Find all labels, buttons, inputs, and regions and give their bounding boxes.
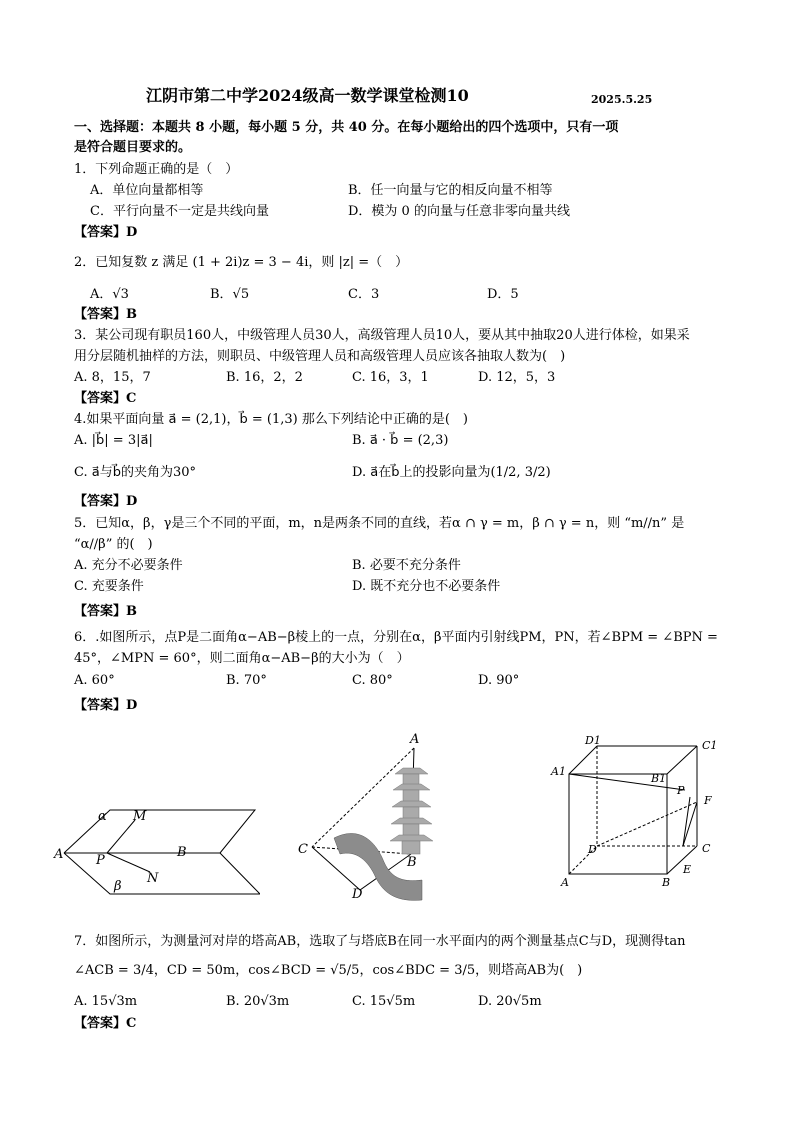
fig3-label-f: F xyxy=(704,794,712,807)
fig2-label-b: B xyxy=(407,855,417,870)
q5-option-d: D. 既不充分也不必要条件 xyxy=(352,579,501,594)
fig3-label-b1: B1 xyxy=(651,772,667,785)
q4-option-a: A. |b⃗| = 3|a⃗| xyxy=(74,433,153,448)
q5-option-b: B. 必要不充分条件 xyxy=(352,558,461,573)
q7-answer: 【答案】C xyxy=(74,1016,137,1031)
q2-option-a: A．√3 xyxy=(90,287,129,302)
q6-answer: 【答案】D xyxy=(74,698,138,713)
q7-option-a: A. 15√3m xyxy=(74,994,138,1009)
section-heading-line2: 是符合题目要求的。 xyxy=(74,140,192,155)
q4-option-c: C. a⃗与b⃗的夹角为30° xyxy=(74,465,197,480)
q3-stem-line2: 用分层随机抽样的方法，则职员、中级管理人员和高级管理人员应该各抽取人数为( ) xyxy=(74,349,566,364)
q1-option-d: D．模为 0 的向量与任意非零向量共线 xyxy=(348,204,570,219)
q6-option-b: B. 70° xyxy=(226,673,267,688)
fig1-label-p: P xyxy=(96,853,105,868)
q3-option-d: D. 12，5，3 xyxy=(478,370,556,385)
q5-option-c: C. 充要条件 xyxy=(74,579,144,594)
q1-answer: 【答案】D xyxy=(74,225,138,240)
q4-option-d: D. a⃗在b⃗上的投影向量为(1/2, 3/2) xyxy=(352,465,551,480)
fig3-label-p: P xyxy=(677,784,685,797)
exam-date: 2025.5.25 xyxy=(591,93,653,106)
q6-option-d: D. 90° xyxy=(478,673,520,688)
page-title: 江阴市第二中学2024级高一数学课堂检测10 xyxy=(146,86,469,105)
q1-option-a: A．单位向量都相等 xyxy=(90,183,204,198)
q3-stem-line1: 3．某公司现有职员160人，中级管理人员30人，高级管理人员10人，要从其中抽取20人进行体检，如果采 xyxy=(74,328,690,343)
q4-option-b: B. a⃗ · b⃗ = (2,3) xyxy=(352,433,449,448)
fig3-label-c: C xyxy=(702,842,711,855)
q7-stem-line1: 7．如图所示，为测量河对岸的塔高AB，选取了与塔底B在同一水平面内的两个测量基点C与D，现测得tan xyxy=(74,934,686,949)
figure-dihedral-angle xyxy=(50,790,260,900)
q1-option-c: C．平行向量不一定是共线向量 xyxy=(90,204,269,219)
q6-stem-line1: 6．.如图所示，点P是二面角α−AB−β棱上的一点，分别在α，β平面内引射线PM，PN，若∠BPM = ∠BPN = xyxy=(74,630,718,645)
pagoda-icon xyxy=(390,768,433,854)
q4-stem: 4.如果平面向量 a⃗ = (2,1)，b⃗ = (1,3) 那么下列结论中正确的是( ) xyxy=(74,412,468,427)
q7-option-d: D. 20√5m xyxy=(478,994,542,1009)
fig2-label-d: D xyxy=(352,887,363,902)
fig1-label-m: M xyxy=(133,809,147,824)
q4-answer: 【答案】D xyxy=(74,494,138,509)
figure-cube xyxy=(545,732,725,892)
figure-tower-river xyxy=(290,730,450,905)
q2-option-b: B．√5 xyxy=(210,287,250,302)
q6-stem-line2: 45°，∠MPN = 60°，则二面角α−AB−β的大小为（ ） xyxy=(74,651,410,666)
q5-option-a: A. 充分不必要条件 xyxy=(74,558,183,573)
q5-stem-line1: 5．已知α，β，γ是三个不同的平面，m，n是两条不同的直线，若α ∩ γ = m，β ∩ γ = n，则 “m//n” 是 xyxy=(74,516,685,531)
q2-option-c: C．3 xyxy=(348,287,380,302)
fig1-label-beta: β xyxy=(114,879,122,894)
fig1-label-a: A xyxy=(54,847,64,862)
fig2-label-a: A xyxy=(410,732,420,747)
fig1-label-n: N xyxy=(147,871,159,886)
q6-option-c: C. 80° xyxy=(352,673,393,688)
q5-answer: 【答案】B xyxy=(74,604,137,619)
section-heading-line1: 一、选择题：本题共 8 小题，每小题 5 分，共 40 分。在每小题给出的四个选项中，只有一项 xyxy=(74,120,619,135)
q3-option-c: C. 16，3，1 xyxy=(352,370,429,385)
fig3-label-d1: D1 xyxy=(585,734,601,747)
q1-option-b: B．任一向量与它的相反向量不相等 xyxy=(348,183,553,198)
fig3-label-b: B xyxy=(662,876,671,889)
fig2-label-c: C xyxy=(298,842,308,857)
q3-answer: 【答案】C xyxy=(74,391,137,406)
q1-stem: 1．下列命题正确的是（ ） xyxy=(74,162,239,177)
fig1-label-alpha: α xyxy=(98,809,107,824)
q2-answer: 【答案】B xyxy=(74,307,137,322)
q7-option-b: B. 20√3m xyxy=(226,994,290,1009)
fig3-label-a1: A1 xyxy=(551,765,566,778)
fig3-label-d: D xyxy=(588,843,597,856)
q3-option-a: A. 8，15，7 xyxy=(74,370,151,385)
fig3-label-a: A xyxy=(561,876,569,889)
fig3-label-e: E xyxy=(683,863,692,876)
fig3-label-c1: C1 xyxy=(702,739,718,752)
q2-stem: 2．已知复数 z 满足 (1 + 2i)z = 3 − 4i，则 |z| =（ ） xyxy=(74,255,409,270)
fig1-label-b: B xyxy=(177,845,187,860)
q6-option-a: A. 60° xyxy=(74,673,115,688)
q3-option-b: B. 16，2，2 xyxy=(226,370,303,385)
q7-option-c: C. 15√5m xyxy=(352,994,416,1009)
q7-stem-line2: ∠ACB = 3/4，CD = 50m，cos∠BCD = √5/5，cos∠BDC = 3/5，则塔高AB为( ) xyxy=(74,963,583,978)
q5-stem-line2: “α//β” 的( ) xyxy=(74,537,153,552)
q2-option-d: D．5 xyxy=(487,287,519,302)
